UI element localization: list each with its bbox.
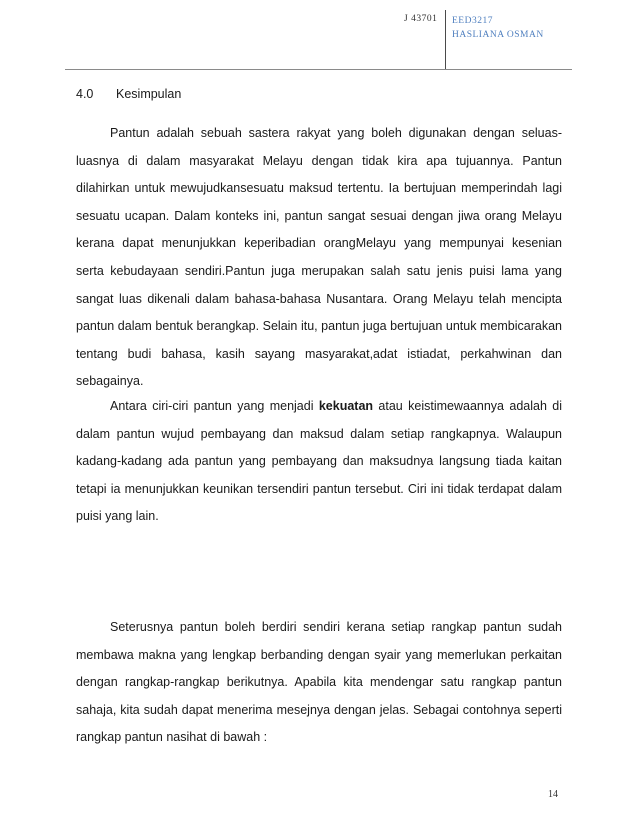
paragraph-line: sangat luas dikenali dalam bahasa-bahasa Nusantara. Orang Melayu telah mencipta: [76, 291, 562, 306]
paragraph-2: [76, 393, 562, 531]
paragraph-line: [76, 393, 562, 421]
paragraph-line: kadang-kadang ada pantun yang pembayang dan maksudnya langsung tiada kaitan: [76, 454, 562, 469]
paragraph-line: sahaja, kita sudah dapat menerima mesejnya dengan jelas. Sebagai contohnya seperti: [76, 702, 562, 717]
paragraph-3: [76, 614, 562, 752]
header-author-name: HASLIANA OSMAN: [452, 30, 544, 40]
section-number: 4.0: [76, 87, 94, 101]
text-run: Antara ciri-ciri pantun yang menjadi: [110, 399, 319, 413]
paragraph-line: kerana dapat menunjukkan keperibadian orangMelayu yang mempunyai kesenian: [76, 236, 562, 251]
paragraph-line: sebagainya.: [76, 374, 144, 389]
header-document-id: J 43701: [404, 14, 438, 24]
paragraph-line: Pantun adalah sebuah sastera rakyat yang boleh digunakan dengan seluas-: [110, 126, 562, 140]
page-header: [0, 10, 638, 72]
page-number: 14: [548, 789, 558, 800]
bold-keyword: kekuatan: [318, 399, 374, 413]
paragraph-line: dengan rangkap-rangkap berikutnya. Apabila kita mendengar satu rangkap pantun: [76, 675, 562, 690]
paragraph-line: sesuatu ucapan. Dalam konteks ini, pantun sangat sesuai dengan jiwa orang Melayu: [76, 208, 562, 223]
section-title: Kesimpulan: [116, 87, 182, 101]
paragraph-line: luasnya di dalam masyarakat Melayu dengan tidak kira apa tujuannya. Pantun: [76, 153, 562, 168]
header-course-block: [452, 14, 544, 42]
paragraph-line: dilahirkan untuk mewujudkansesuatu maksud tertentu. Ia bertujuan memperindah lagi: [76, 181, 562, 196]
paragraph-1: [76, 120, 562, 396]
paragraph-line: pantun dalam bentuk berangkap. Selain itu, pantun juga bertujuan untuk membicarakan: [76, 319, 562, 334]
header-divider: [445, 10, 446, 70]
text-run: atau keistimewaannya adalah di: [373, 399, 562, 413]
paragraph-line: membawa makna yang lengkap berbanding dengan syair yang memerlukan perkaitan: [76, 647, 562, 662]
paragraph-line: Seterusnya pantun boleh berdiri sendiri kerana setiap rangkap pantun sudah: [110, 620, 562, 634]
paragraph-line: puisi yang lain.: [76, 509, 159, 524]
paragraph-line: tetapi ia menunjukkan keunikan tersendiri pantun tersebut. Ciri ini tidak terdapat dalam: [76, 481, 562, 496]
paragraph-line: rangkap pantun nasihat di bawah :: [76, 730, 268, 745]
paragraph-line: dalam pantun wujud pembayang dan maksud dalam setiap rangkapnya. Walaupun: [76, 426, 562, 441]
paragraph-line: tentang budi bahasa, kasih sayang masyarakat,adat istiadat, perkahwinan dan: [76, 346, 562, 361]
header-rule: [65, 69, 572, 70]
header-course-code: EED3217: [452, 16, 493, 26]
paragraph-line: serta kebudayaan sendiri.Pantun juga merupakan salah satu jenis puisi lama yang: [76, 263, 562, 278]
